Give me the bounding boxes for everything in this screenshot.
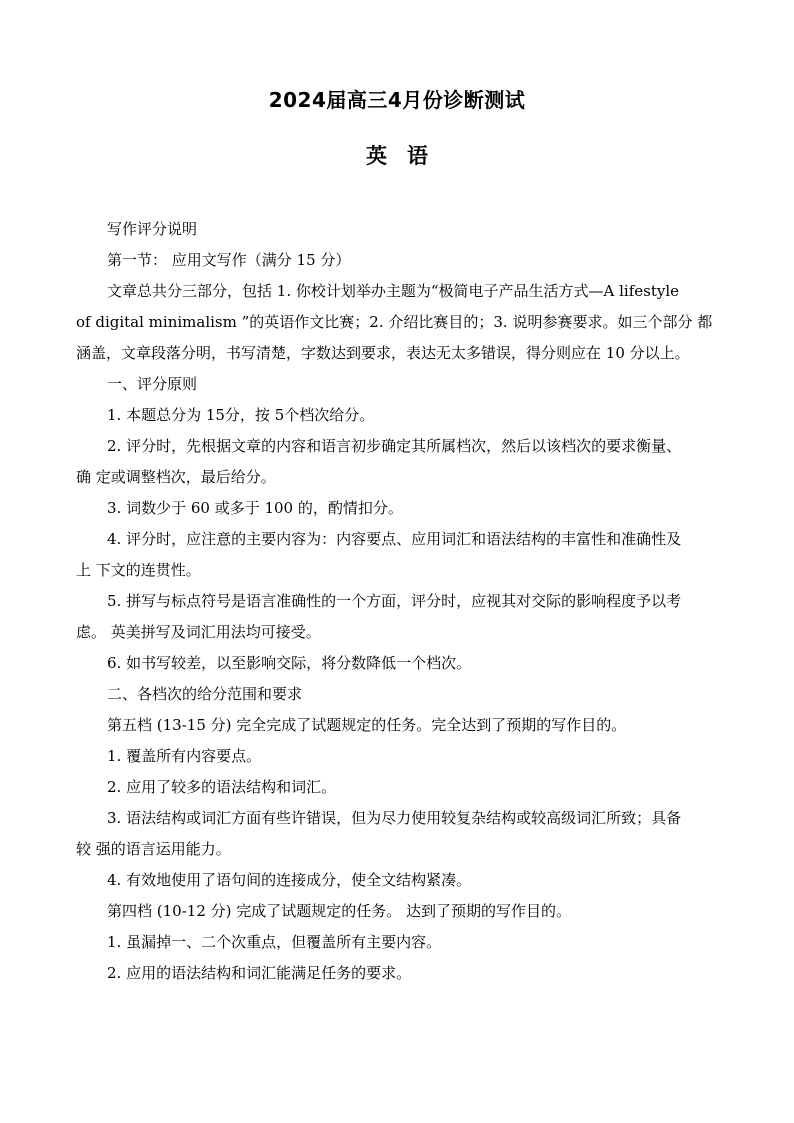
paragraph-line: of digital minimalism ”的英语作文比赛；2. 介绍比赛目的；3. 说明参赛要求。如三个部分 都 <box>76 313 713 331</box>
list-item: 5. 拼写与标点符号是语言准确性的一个方面，评分时，应视其对交际的影响程度予以考 <box>107 592 682 610</box>
list-item-continued: 上 下文的连贯性。 <box>76 561 201 579</box>
grade-band-heading: 第四档 (10-12 分) 完成了试题规定的任务。 达到了预期的写作目的。 <box>107 902 572 920</box>
list-item-continued: 较 强的语言运用能力。 <box>76 840 231 858</box>
list-item: 3. 词数少于 60 或多于 100 的，酌情扣分。 <box>107 499 403 517</box>
document-title: 2024届高三4月份诊断测试 <box>268 88 526 112</box>
section-heading: 二、各档次的给分范围和要求 <box>107 685 303 703</box>
grade-band-heading: 第五档 (13-15 分) 完全完成了试题规定的任务。完全达到了预期的写作目的。 <box>107 716 627 734</box>
list-item: 1. 虽漏掉一、二个次重点，但覆盖所有主要内容。 <box>107 933 442 951</box>
list-item: 2. 应用的语法结构和词汇能满足任务的要求。 <box>107 964 412 982</box>
list-item: 6. 如书写较差，以至影响交际，将分数降低一个档次。 <box>107 654 472 672</box>
list-item: 4. 评分时，应注意的主要内容为：内容要点、应用词汇和语法结构的丰富性和准确性及 <box>107 530 682 548</box>
list-item: 1. 本题总分为 15分，按 5个档次给分。 <box>107 406 375 424</box>
section-heading: 第一节： 应用文写作（满分 15 分） <box>107 251 351 269</box>
paragraph-line: 涵盖，文章段落分明，书写清楚，字数达到要求，表达无太多错误，得分则应在 10 分以上。 <box>76 344 690 362</box>
list-item: 3. 语法结构或词汇方面有些许错误，但为尽力使用较复杂结构或较高级词汇所致；具备 <box>107 809 682 827</box>
list-item: 4. 有效地使用了语句间的连接成分，使全文结构紧凑。 <box>107 871 472 889</box>
list-item: 1. 覆盖所有内容要点。 <box>107 747 262 765</box>
list-item-continued: 确 定或调整档次，最后给分。 <box>76 468 276 486</box>
list-item-continued: 虑。 英美拼写及词汇用法均可接受。 <box>76 623 321 641</box>
section-label: 写作评分说明 <box>107 220 198 238</box>
list-item: 2. 评分时，先根据文章的内容和语言初步确定其所属档次，然后以该档次的要求衡量、 <box>107 437 682 455</box>
paragraph-line: 文章总共分三部分，包括 1. 你校计划举办主题为“极简电子产品生活方式—A lifestyle <box>107 282 680 300</box>
subject-heading: 英语 <box>366 144 448 168</box>
list-item: 2. 应用了较多的语法结构和词汇。 <box>107 778 337 796</box>
section-heading: 一、评分原则 <box>107 375 198 393</box>
